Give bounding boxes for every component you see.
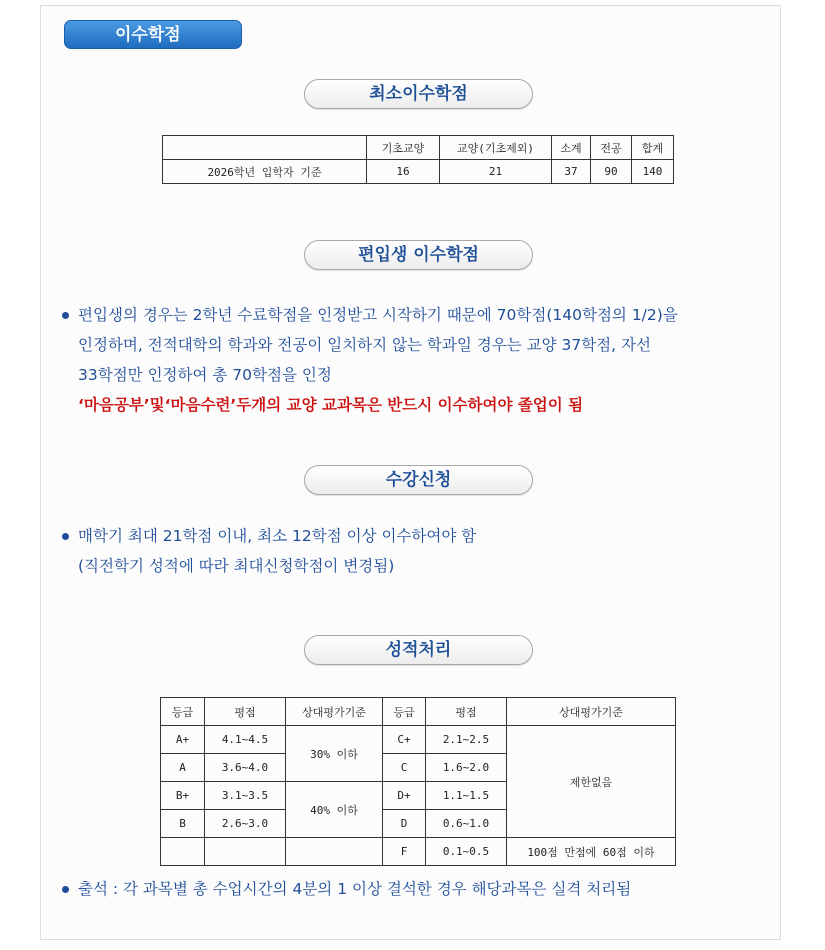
table-cell: 90 [591,160,632,184]
table-cell: 140 [632,160,674,184]
score-cell: 2.6~3.0 [205,810,286,838]
grade-cell: F [383,838,426,866]
criteria-cell: 제한없음 [507,726,676,838]
emphasis-line: ‘마음공부’및‘마음수련’두개의 교양 교과목은 반드시 이수하여야 졸업이 됨 [78,396,584,414]
grade-cell: C [383,754,426,782]
table-cell: 2026학년 입학자 기준 [163,160,367,184]
empty-cell [161,838,205,866]
transfer-paragraph [62,300,772,420]
table-header-cell: 기초교양 [367,136,440,160]
bullet-icon [62,533,69,540]
section-heading-transfer: 편입생 이수학점 [304,240,533,270]
table-cell: 37 [552,160,591,184]
grade-cell: A [161,754,205,782]
table-row [163,160,674,184]
table-header-cell: 평점 [426,698,507,726]
score-cell: 2.1~2.5 [426,726,507,754]
score-cell: 3.6~4.0 [205,754,286,782]
grade-cell: D+ [383,782,426,810]
table-header-cell: 등급 [383,698,426,726]
table-header-cell [163,136,367,160]
paragraph-line: 출석 : 각 과목별 총 수업시간의 4분의 1 이상 결석한 경우 해당과목은 실격 처리됨 [78,880,632,898]
score-cell: 3.1~3.5 [205,782,286,810]
table-header-cell: 교양(기초제외) [440,136,552,160]
criteria-cell: 30% 이하 [286,726,383,782]
table-cell: 16 [367,160,440,184]
criteria-cell: 100점 만점에 60점 이하 [507,838,676,866]
table-header-row [163,136,674,160]
section-heading-min-credits: 최소이수학점 [304,79,533,109]
grade-cell: A+ [161,726,205,754]
table-header-row [161,698,676,726]
empty-cell [205,838,286,866]
table-header-cell: 소계 [552,136,591,160]
score-cell: 0.6~1.0 [426,810,507,838]
grade-cell: C+ [383,726,426,754]
table-header-cell: 평점 [205,698,286,726]
grade-cell: B+ [161,782,205,810]
table-header-cell: 전공 [591,136,632,160]
table-header-cell: 합계 [632,136,674,160]
paragraph-line: 인정하며, 전적대학의 학과와 전공이 일치하지 않는 학과일 경우는 교양 37학점, 자선 [78,336,651,354]
criteria-cell: 40% 이하 [286,782,383,838]
min-credits-table [162,135,674,184]
paragraph-line: 매학기 최대 21학점 이내, 최소 12학점 이상 이수하여야 함 [78,527,477,545]
score-cell: 1.6~2.0 [426,754,507,782]
score-cell: 4.1~4.5 [205,726,286,754]
empty-cell [286,838,383,866]
score-cell: 0.1~0.5 [426,838,507,866]
section-heading-registration: 수강신청 [304,465,533,495]
registration-paragraph [62,521,772,581]
paragraph-line: 33학점만 인정하여 총 70학점을 인정 [78,366,332,384]
page-title: 이수학점 [64,20,242,49]
table-row [161,838,676,866]
table-header-cell: 상대평가기준 [286,698,383,726]
attendance-paragraph [62,874,772,904]
bullet-icon [62,312,69,319]
table-header-cell: 등급 [161,698,205,726]
section-heading-grading: 성적처리 [304,635,533,665]
grades-table [160,697,676,866]
table-cell: 21 [440,160,552,184]
grade-cell: B [161,810,205,838]
paragraph-line: (직전학기 성적에 따라 최대신청학점이 변경됨) [78,557,395,575]
bullet-icon [62,886,69,893]
score-cell: 1.1~1.5 [426,782,507,810]
paragraph-line: 편입생의 경우는 2학년 수료학점을 인정받고 시작하기 때문에 70학점(140학점의 1/2)을 [78,306,678,324]
table-row [161,726,676,754]
table-header-cell: 상대평가기준 [507,698,676,726]
grade-cell: D [383,810,426,838]
